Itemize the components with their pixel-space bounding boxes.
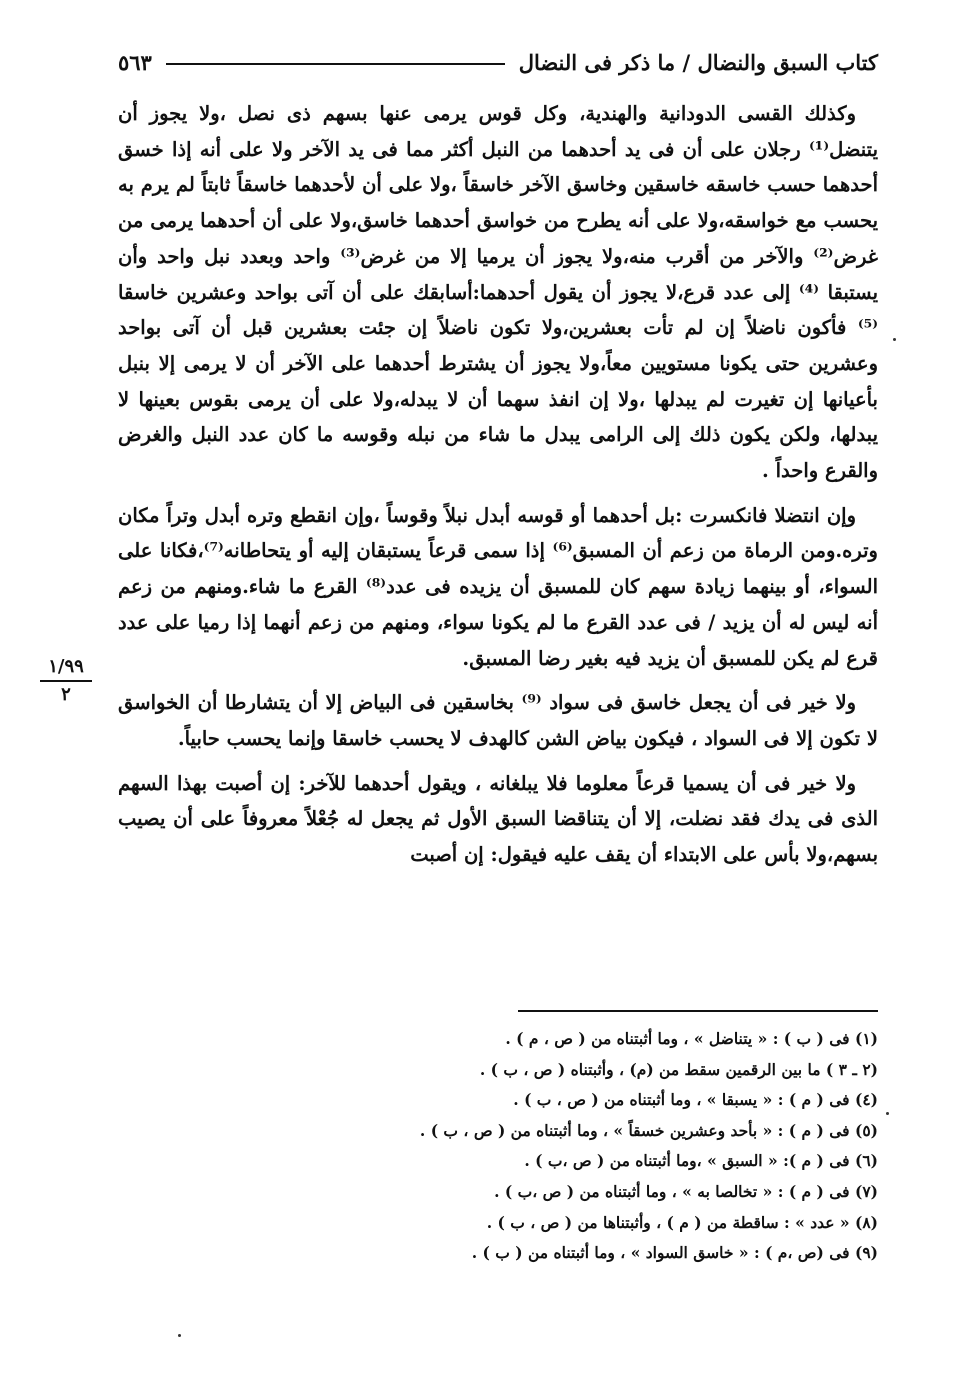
footnote-6: (٦) فى ( م ): « السبق » ،وما أثبتناه من ( ص ،ب ) . bbox=[524, 1151, 878, 1171]
footnote-separator bbox=[518, 1010, 878, 1012]
paragraph-3: ولا خير فى أن يجعل خاسق فى سواد ⁽⁹⁾ بخاسقين فى البياض إلا أن يتشارطا أن الخواسق لا تكون إلا فى السواد ، فيكون بياض الشن كالهدف لا يحسب خاسقا وإنما يحسب حابياً. bbox=[118, 691, 878, 750]
header-rule bbox=[166, 63, 505, 65]
scan-speck bbox=[893, 338, 896, 341]
paragraph-2: وإن انتضلا فانكسرت :بل أحدهما أو قوسه أبدل نبلاً وقوساً ،وإن انقطع وتره أبدل وتراً مكان وتره.ومن الرماة من زعم أن المسبق⁽⁶⁾ إذا سمى قرعاً يستبقان إليه أو يتحاطانه⁽⁷⁾،فكانا على السواء، أو بينهما زيادة سهم كان للمسبق أن يزيده فى عدد⁽⁸⁾ القرع ما شاء.ومنهم من زعم أنه ليس له أن يزيد / فى عدد القرع ما لم يكونا سواء، ومنهم من زعم أنهما إذا رميا على عدد قرع لم يكن للمسبق أن يزيد فيه بغير رضا المسبق. bbox=[118, 503, 878, 670]
folio-side: ٢ bbox=[61, 684, 71, 705]
footnotes bbox=[278, 1024, 878, 1269]
page-number: ٥٦٣ bbox=[118, 49, 152, 75]
main-text bbox=[118, 96, 878, 882]
scan-speck bbox=[178, 1334, 181, 1337]
manuscript-folio-note bbox=[40, 656, 92, 705]
footnote-9: (٩) فى (ص ،م ) : « خاسق السواد » ، وما أثبتناه من ( ب ) . bbox=[471, 1243, 878, 1263]
footnote-5: (٥) فى ( م ) : « بأحد وعشرين خسقاً » ، وما أثبتناه من ( ص ، ب ) . bbox=[419, 1120, 878, 1140]
folio-number: ١/٩٩ bbox=[40, 656, 92, 682]
header-title: كتاب السبق والنضال / ما ذكر فى النضال bbox=[518, 49, 878, 75]
scan-speck bbox=[886, 1112, 889, 1115]
footnote-4: (٤) فى ( م ) : « يسبقا » ، وما أثبتناه من ( ص ، ب ) . bbox=[513, 1090, 878, 1110]
running-header bbox=[118, 44, 878, 80]
footnote-8: (٨) « عدد » : ساقطة من ( م ) ، وأثبتناها من ( ص ، ب ) . bbox=[486, 1212, 878, 1232]
paragraph-1: وكذلك القسى الدودانية والهندية، وكل قوس يرمى عنها بسهم ذى نصل ،ولا يجوز أن يتنضل⁽¹⁾ رجلان على أن فى يد أحدهما من النبل أكثر مما فى يد الآخر ولا على أنه إذا خسق أحدهما حسب خاسقه خاسقين وخاسق الآخر خاسقاً ،ولا على أن لأحدهما خاسقاً ثابتاً لم يرم به يحسب مع خواسقه،ولا على أنه يطرح من خواسق أحدهما خاسق،ولا على أن أحدهما يرمى من غرض⁽²⁾ والآخر من أقرب منه،ولا يجوز أن يرميا إلا من غرض⁽³⁾ واحد وبعدد نبل واحد وأن يستبقا ⁽⁴⁾ إلى عدد قرع،لا يجوز أن يقول أحدهما:أسابقك على أن آتى بواحد وعشرين خاسقا ⁽⁵⁾ فأكون ناضلاً إن لم تأت بعشرين،ولا تكون ناضلاً إن جئت بعشرين قبل أن آتى بواحد وعشرين حتى يكونا مستويين معاً،ولا يجوز أن يشترط أحدهما على الآخر أن لا يرمى إلا بنبل بأعيانها إن تغيرت لم يبدلها ،ولا إن انفذ سهما أن لا يبدله،ولا على أن يرمى بقوس بعينها لا يبدلها، ولكن يكون ذلك إلى الرامى يبدل ما شاء من نبله وقوسه ما كان عدد النبل والغرض والقرع واحداً . bbox=[118, 102, 878, 483]
footnote-7: (٧) فى ( م ) : « تخالصا به » ، وما أثبتناه من ( ص ،ب ) . bbox=[494, 1181, 878, 1201]
footnote-2-3: (٢ ـ ٣ ) ما بين الرقمين سقط من (م) ، وأثبتناه ( ص ، ب ) . bbox=[479, 1059, 878, 1079]
footnote-1: (١) فى ( ب ) : « يتناضل » ، وما أثبتناه من ( ص ، م ) . bbox=[505, 1029, 878, 1048]
paragraph-4: ولا خير فى أن يسميا قرعاً معلوما فلا يبلغانه ، ويقول أحدهما للآخر: إن أصبت بهذا السهم الذى فى يدك فقد نضلت، إلا أن يتناقضا السبق الأول ثم يجعل له جُعْلاً معروفاً على أن يصيب بسهم،ولا بأس على الابتداء أن يقف عليه فيقول: إن أصبت bbox=[118, 771, 878, 867]
